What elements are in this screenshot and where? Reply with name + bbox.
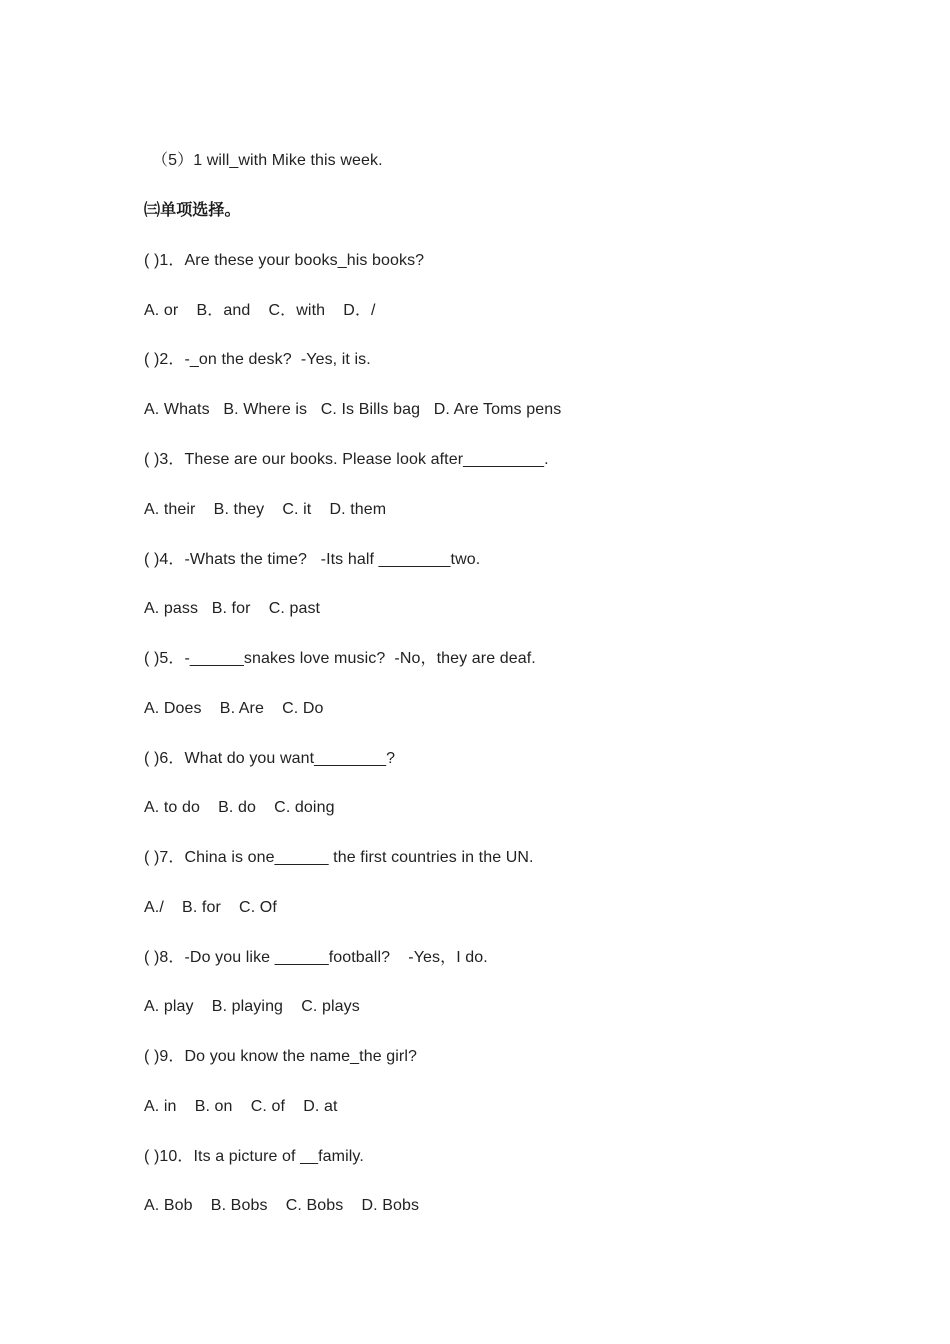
question-1-options: A. or B．and C．with D．/ — [144, 302, 376, 319]
question-6-stem: ( )6．What do you want________? — [144, 750, 396, 767]
question-7-stem: ( )7．China is one______ the first countries in the UN. — [144, 849, 534, 866]
fill-in-item-5: （5）1 will_with Mike this week. — [152, 152, 383, 169]
question-10-stem: ( )10．Its a picture of __family. — [144, 1148, 364, 1165]
question-5-stem: ( )5．-______snakes love music? -No，they are deaf. — [144, 650, 536, 667]
question-7-options: A./ B. for C. Of — [144, 899, 277, 916]
question-8-options: A. play B. playing C. plays — [144, 998, 360, 1015]
question-9-options: A. in B. on C. of D. at — [144, 1098, 338, 1115]
question-3-stem: ( )3．These are our books. Please look after_________. — [144, 451, 549, 468]
question-4-options: A. pass B. for C. past — [144, 600, 321, 617]
question-2-options: A. Whats B. Where is C. Is Bills bag D. Are Toms pens — [144, 401, 562, 418]
section-heading: ㈢单项选择。 — [144, 202, 241, 219]
question-4-stem: ( )4．-Whats the time? -Its half ________two. — [144, 551, 481, 568]
question-2-stem: ( )2．-_on the desk? -Yes, it is. — [144, 351, 371, 368]
question-10-options: A. Bob B. Bobs C. Bobs D. Bobs — [144, 1197, 420, 1214]
question-9-stem: ( )9．Do you know the name_the girl? — [144, 1048, 417, 1065]
question-6-options: A. to do B. do C. doing — [144, 799, 335, 816]
question-5-options: A. Does B. Are C. Do — [144, 700, 324, 717]
question-3-options: A. their B. they C. it D. them — [144, 501, 387, 518]
question-1-stem: ( )1．Are these your books_his books? — [144, 252, 425, 269]
question-8-stem: ( )8．-Do you like ______football? -Yes，I do. — [144, 949, 488, 966]
